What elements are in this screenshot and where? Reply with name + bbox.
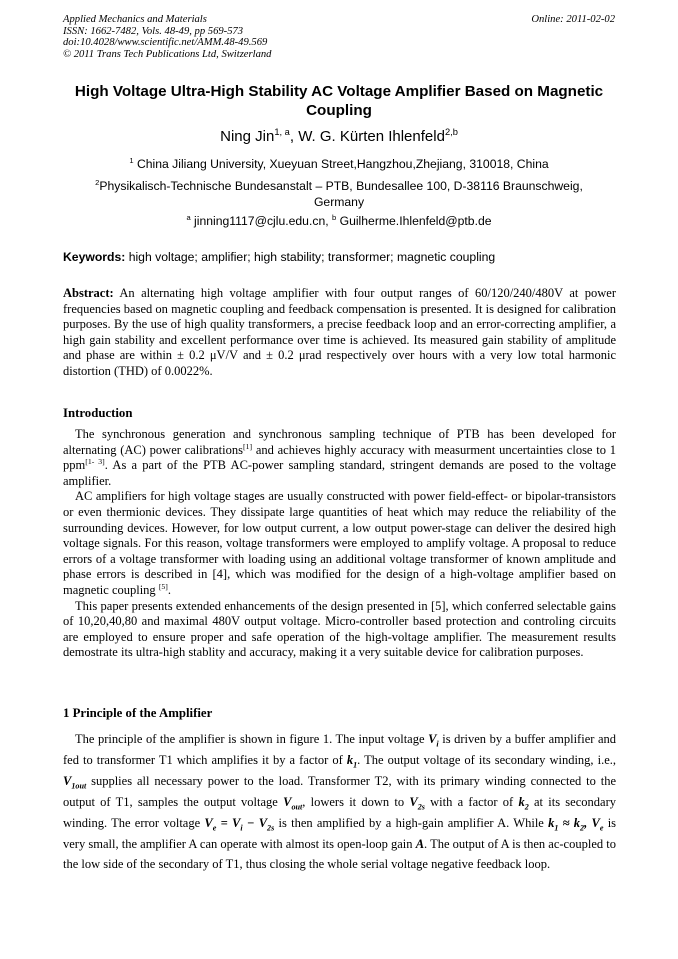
introduction-heading: Introduction xyxy=(63,406,133,420)
journal-header xyxy=(63,14,615,60)
principle-text-5: , lowers it down to xyxy=(302,794,410,809)
symbol-v: V xyxy=(63,773,72,788)
symbol-vout xyxy=(283,794,303,812)
intro-p1-text-a: The synchronous generation and synchronous sampling technique of PTB has been developed for alternating (AC) power calibrations xyxy=(63,427,616,457)
comma: , xyxy=(584,815,592,830)
introduction-body xyxy=(63,427,616,661)
principle-text-9: is very small, the amplifier A can operate with almost its open-loop gain xyxy=(63,815,617,851)
subscript-1out: 1out xyxy=(71,781,87,791)
intro-p2-text-b: . xyxy=(167,582,171,597)
symbol-v: V xyxy=(409,794,418,809)
symbol-v2s xyxy=(409,794,425,812)
author-emails xyxy=(70,213,608,229)
principle-heading: 1 Principle of the Amplifier xyxy=(63,706,213,720)
intro-paragraph-3: This paper presents extended enhancements of the design presented in [5], which conferred selectable gains of 10,20,40,80 and maximal 480V output voltage. Micro-controller based protection and controling circuits are employed to ensure proper and safe operation of the high-voltage amplifier. The measurement results demostrate its ultra-high stablity and accuracy, making it a very suitable device for calibration purposes. xyxy=(63,598,616,660)
abstract xyxy=(63,286,616,380)
symbol-k2 xyxy=(518,794,529,812)
online-date: Online: 2011-02-02 xyxy=(531,14,615,25)
author-1-affiliation-mark: 1, a xyxy=(274,127,290,137)
equals-sign: = xyxy=(216,815,232,830)
symbol-vi xyxy=(428,732,439,749)
citation-1: [1] xyxy=(243,441,253,451)
author-separator: , xyxy=(289,128,299,145)
subscript-out: out xyxy=(291,802,303,812)
affiliation-1-mark: 1 xyxy=(129,155,134,165)
symbol-v: V xyxy=(204,815,213,830)
principle-text-7: at its secondary winding. The error voltage xyxy=(63,794,616,830)
citation-5: [5] xyxy=(158,581,168,591)
subscript-1: 1 xyxy=(554,823,559,833)
affiliation-1-text: China Jiliang University, Xueyuan Street,Hangzhou,Zhejiang, 310018, China xyxy=(133,157,549,171)
keywords xyxy=(63,250,618,265)
keywords-label: Keywords: xyxy=(63,250,126,264)
subscript-e: e xyxy=(212,823,217,833)
affiliation-2-mark: 2 xyxy=(95,177,100,187)
symbol-k: k xyxy=(548,815,555,830)
principle-paragraph xyxy=(63,729,616,875)
email-b-mark: b xyxy=(332,212,337,222)
symbol-v: V xyxy=(428,732,437,746)
intro-paragraph-1 xyxy=(63,427,616,489)
subscript-1: 1 xyxy=(353,760,358,770)
abstract-text: An alternating high voltage amplifier with four output ranges of 60/120/240/480V at power frequencies based on magnetic coupling and feedback compensation is presented. It is designed for calibration purposes. By the use of high quality transformers, a precise feedback loop and an error-correcting amplifier, a high gain stability and excellent performance over time is achieved. Its measured gain stability of amplitude and phase are within ± 0.2 μV/V and ± 0.2 μrad respectively over hours with a very low total harmonic distortion (THD) of 0.0022%. xyxy=(63,286,616,378)
subscript-2: 2 xyxy=(524,802,529,812)
symbol-v: V xyxy=(591,815,600,830)
intro-p1-text-b: and achieves highly accuracy with measurment uncertainties close to 1 ppm xyxy=(63,442,616,473)
principle-text-8: is then amplified by a high-gain amplifier A. While xyxy=(274,815,549,830)
doi: doi:10.4028/www.scientific.net/AMM.48-49.569 xyxy=(63,37,268,48)
subscript-2s: 2s xyxy=(417,802,425,812)
intro-p2-text-a: AC amplifiers for high voltage stages are usually constructed with power field-effect- or bipolar-transistors or even thermionic devices. They dissipate large quantities of heat which may reduce the reliability of the surrounding devices. However, for low output current, a low output power-stage can deliver the desired high voltage signals. For this reason, voltage transformers were employed to amplify voltage. A proposal to reduce errors of a voltage transformer with loading using an additional voltage transformer of known amplitude and phase errors is described in [4], which was modified for the design of a high-voltage amplifier based on magnetic coupling xyxy=(63,489,616,597)
intro-paragraph-2 xyxy=(63,489,616,598)
symbol-k1 xyxy=(346,752,358,770)
minus-sign: − xyxy=(242,815,259,830)
issn: ISSN: 1662-7482, Vols. 48-49, pp 569-573 xyxy=(63,25,244,37)
intro-p1-text-c: . As a part of the PTB AC-power sampling standard, stringent demands are posed to the voltage amplifier. xyxy=(63,458,616,488)
principle-text-6: with a factor of xyxy=(424,794,519,809)
keywords-text: high voltage; amplifier; high stability; transformer; magnetic coupling xyxy=(125,250,496,264)
subscript-i: i xyxy=(436,739,439,749)
paper-title: High Voltage Ultra-High Stability AC Voltage Amplifier Based on Magnetic Coupling xyxy=(74,83,604,119)
subscript-e: e xyxy=(599,823,604,833)
symbol-v: V xyxy=(283,794,292,809)
principle-text-1: The principle of the amplifier is shown in figure 1. The input voltage xyxy=(75,732,429,746)
author-1: Ning Jin xyxy=(220,128,275,145)
author-2: W. G. Kürten Ihlenfeld xyxy=(298,128,445,145)
principle-text-2: is driven by a buffer amplifier and fed to transformer T1 which amplifies it by a factor of xyxy=(63,732,616,767)
copyright: © 2011 Trans Tech Publications Ltd, Switzerland xyxy=(63,48,272,60)
subscript-2s: 2s xyxy=(267,823,275,833)
author-list xyxy=(60,128,618,146)
approx-sign: ≈ xyxy=(558,815,574,830)
email-a-mark: a xyxy=(186,212,191,222)
symbol-k: k xyxy=(518,794,525,809)
symbol-v1out xyxy=(63,773,87,791)
email-a: jinning1117@cjlu.edu.cn, xyxy=(190,214,332,228)
symbol-k: k xyxy=(573,815,581,830)
symbol-v: V xyxy=(232,815,241,830)
email-b: Guilherme.Ihlenfeld@ptb.de xyxy=(336,214,492,228)
principle-text-3: . The output voltage of its secondary winding, i.e., xyxy=(357,752,617,767)
equation-error-voltage xyxy=(204,815,275,833)
subscript-2: 2 xyxy=(580,823,585,833)
subscript-i: i xyxy=(240,823,243,833)
affiliation-2 xyxy=(70,178,608,210)
author-2-affiliation-mark: 2,b xyxy=(444,127,458,137)
equation-k-approx xyxy=(548,815,604,833)
affiliation-1 xyxy=(70,156,608,172)
principle-text-10: . The output of A is then ac-coupled to the low side of the secondary of T1, thus closing the whole serial voltage negative feedback loop. xyxy=(63,836,617,872)
affiliation-2-text: Physikalisch-Technische Bundesanstalt – PTB, Bundesallee 100, D-38116 Braunschweig, Germany xyxy=(99,179,583,209)
symbol-k: k xyxy=(346,752,354,767)
abstract-label: Abstract: xyxy=(63,286,114,300)
citation-1-3: [1- 3] xyxy=(85,457,105,467)
principle-text-4: supplies all necessary power to the load. Transformer T2, with its primary winding connected to the output of T1, samples the output voltage xyxy=(63,773,616,809)
journal-name: Applied Mechanics and Materials xyxy=(63,14,207,25)
symbol-a: A xyxy=(415,836,425,851)
symbol-v: V xyxy=(258,815,268,830)
